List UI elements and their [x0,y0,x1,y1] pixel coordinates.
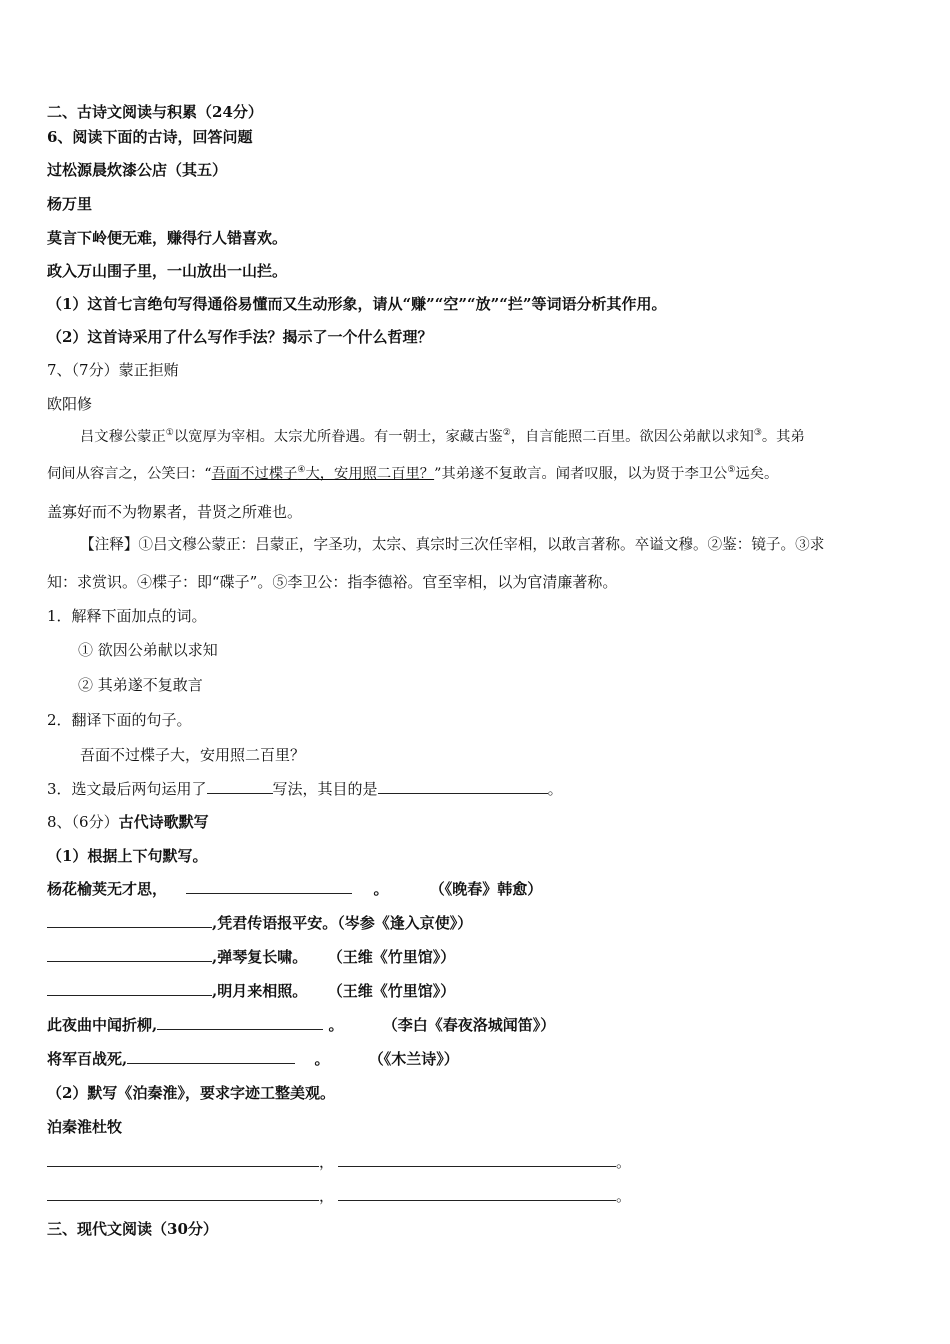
answer-blank[interactable] [47,947,212,962]
q8-prompt: 8、（6分）古代诗歌默写 [47,813,209,831]
answer-blank[interactable] [47,981,212,996]
recite-poem-line-1: ， 。 [47,1152,631,1172]
q6-sub2: （2）这首诗采用了什么写作手法？揭示了一个什么哲理？ [47,328,433,346]
q7-s1b: ② 其弟遂不复敢言 [78,676,203,694]
answer-blank[interactable] [47,1186,319,1201]
recite-line-2: ,凭君传语报平安。（岑参《逢入京使》） [47,913,472,933]
answer-blank[interactable] [186,879,352,894]
answer-blank[interactable] [338,1152,616,1167]
q7-s1a: ① 欲因公弟献以求知 [78,641,218,659]
recite-line-4: ,明月来相照。 （王维《竹里馆》） [47,981,455,1001]
q6-sub1: （1）这首七言绝句写得通俗易懂而又生动形象，请从“赚”“空”“放”“拦”等词语分析其作用。 [47,295,667,313]
poem2-title: 泊秦淮杜牧 [47,1118,123,1136]
section2-title: 二、古诗文阅读与积累（24分） [47,103,263,121]
q7-s2a: 吾面不过楪子大，安用照二百里？ [80,746,306,764]
answer-blank[interactable] [157,1015,323,1030]
section3-title: 三、现代文阅读（30分） [47,1220,218,1238]
answer-blank[interactable] [378,779,548,794]
note-line-1: 【注释】①吕文穆公蒙正：吕蒙正，字圣功，太宗、真宗时三次任宰相，以敢言著称。卒谥文穆。②鉴：镜子。③求 [80,536,825,553]
poem-author: 杨万里 [47,195,93,213]
poem-title: 过松源晨炊漆公店（其五） [47,161,228,179]
passage-line-2: 伺间从容言之，公笑曰：“吾面不过楪子④大，安用照二百里？”其弟遂不复敢言。闻者叹服，以为贤于李卫公⑤远矣。 [47,465,779,482]
answer-blank[interactable] [47,913,212,928]
q7-prompt: 7、（7分）蒙正拒贿 [47,361,179,379]
recite-line-6: 将军百战死, 。 （《木兰诗》） [47,1050,459,1068]
recite-line-5: 此夜曲中闻折柳, 。 （李白《春夜洛城闻笛》） [47,1016,556,1034]
poem-line-2: 政入万山围子里，一山放出一山拦。 [47,262,288,280]
recite-poem-line-2: ， 。 [47,1186,631,1206]
answer-blank[interactable] [127,1049,295,1064]
answer-blank[interactable] [47,1152,319,1167]
answer-blank[interactable] [207,779,273,794]
answer-blank[interactable] [338,1186,616,1201]
q7-s2: 2．翻译下面的句子。 [47,711,192,729]
q8-sub1: （1）根据上下句默写。 [47,847,208,865]
q7-author: 欧阳修 [47,395,93,413]
q7-s3: 3．选文最后两句运用了 写法，其目的是 。 [47,780,563,798]
passage-line-1: 吕文穆公蒙正①以宽厚为宰相。太宗尤所眷遇。有一朝士，家藏古鉴②，自言能照二百里。欲因公弟献以求知③。其弟 [80,428,805,445]
poem-line-1: 莫言下岭便无难，赚得行人错喜欢。 [47,229,288,247]
q6-prompt: 6、阅读下面的古诗，回答问题 [47,128,253,146]
note-line-2: 知：求赏识。④楪子：即“碟子”。⑤李卫公：指李德裕。官至宰相，以为官清廉著称。 [47,573,618,591]
q8-sub2: （2）默写《泊秦淮》，要求字迹工整美观。 [47,1084,335,1102]
passage-line-3: 盖寡好而不为物累者，昔贤之所难也。 [47,503,303,521]
q7-s1: 1．解释下面加点的词。 [47,607,207,625]
recite-line-1: 杨花榆荚无才思， 。 （《晚春》韩愈） [47,880,543,898]
recite-line-3: ,弹琴复长啸。 （王维《竹里馆》） [47,947,455,967]
